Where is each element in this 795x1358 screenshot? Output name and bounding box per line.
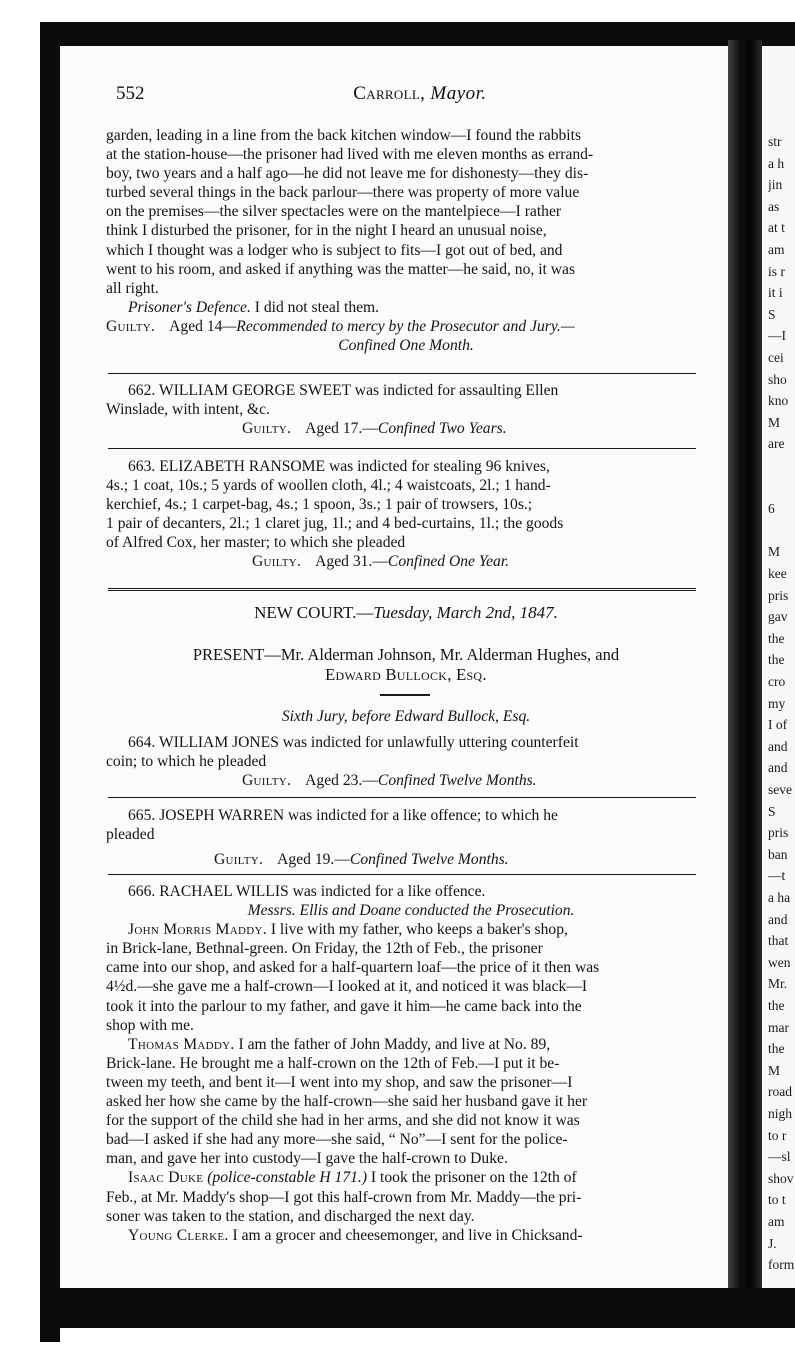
right-page-fragment: am xyxy=(768,242,785,257)
verdict-line xyxy=(106,419,706,438)
right-page-fragment: the xyxy=(768,998,785,1013)
text-line: Winslade, with intent, &c. xyxy=(106,401,270,419)
text-line: 1 pair of decanters, 2l.; 1 claret jug, 1l.; and 4 bed-curtains, 1l.; the goods xyxy=(106,515,564,533)
case-665 xyxy=(106,806,706,869)
case-heading: 666. RACHAEL WILLIS was indicted for a like offence. xyxy=(128,883,486,900)
verdict-guilty: Guilty. xyxy=(242,420,292,438)
right-page-fragment: is r xyxy=(768,263,785,279)
right-page-fragment: to t xyxy=(768,1192,786,1208)
verdict-age: Aged 17.— xyxy=(305,420,378,438)
right-page-fragment: M xyxy=(768,544,781,560)
right-page-fragment: shov xyxy=(768,1170,794,1186)
text-line: tween my teeth, and bent it—I went into my shop, and saw the prisoner—I xyxy=(106,1073,573,1091)
case-heading: 665. JOSEPH WARREN was indicted for a like offence; to which he xyxy=(128,807,558,824)
right-page-fragment: —sl xyxy=(768,1149,791,1165)
section-rule xyxy=(108,797,696,798)
court-heading xyxy=(106,603,706,622)
right-page-fragment: the xyxy=(768,630,785,646)
verdict-guilty: Guilty. xyxy=(214,851,264,869)
witness-name: Isaac Duke xyxy=(128,1169,204,1187)
verdict-line xyxy=(106,317,706,336)
witness-name: Thomas Maddy. xyxy=(128,1035,235,1053)
right-page-fragment: a ha xyxy=(768,890,791,905)
text-line: of Alfred Cox, her master; to which she pleaded xyxy=(106,534,406,552)
text-line: on the premises—the silver spectacles were on the mantelpiece—I rather xyxy=(106,203,562,221)
text-line: I am a grocer and cheesemonger, and live in Chicksand- xyxy=(232,1226,583,1244)
right-page-fragment: are xyxy=(768,436,785,452)
right-page-fragment: J. xyxy=(768,1235,777,1251)
right-page-fragment: kno xyxy=(768,393,789,409)
scan-border-left xyxy=(40,22,60,1342)
right-page-fragment: 6 xyxy=(768,501,775,517)
right-page-fragment: form xyxy=(768,1257,795,1273)
right-page-fragment: gav xyxy=(768,609,788,625)
right-page-fragment: to r xyxy=(768,1127,787,1143)
witness-testimony xyxy=(106,1168,706,1187)
case-heading: 662. WILLIAM GEORGE SWEET was indicted for assaulting Ellen xyxy=(128,382,559,399)
court-divider xyxy=(108,588,696,594)
text-line: went to his room, and asked if anything was the matter—he said, no, it was xyxy=(106,260,576,278)
text-line: bad—I asked if she had any more—she said, “ No”—I sent for the police- xyxy=(106,1131,568,1149)
right-page-fragment: I of xyxy=(768,717,788,733)
right-page-fragment: and xyxy=(768,760,788,776)
right-page-fragment: it i xyxy=(768,285,783,301)
text-line: I am the father of John Maddy, and live at No. 89, xyxy=(238,1035,551,1053)
text-line: turbed several things in the back parlour—there was property of more value xyxy=(106,184,580,202)
short-rule xyxy=(380,694,430,696)
witness-testimony xyxy=(106,920,706,939)
witness-name: Young Clerke. xyxy=(128,1226,229,1244)
right-page-fragment: at t xyxy=(768,220,785,236)
right-page-fragment: a h xyxy=(768,155,785,171)
section-rule xyxy=(108,448,696,449)
defence-label: Prisoner's Defence. xyxy=(128,298,251,316)
verdict-sentence: Confined Twelve Months. xyxy=(377,772,537,790)
right-page-fragment: pris xyxy=(768,587,789,603)
court-title: NEW COURT.— xyxy=(254,603,374,622)
page-number: 552 xyxy=(116,83,145,104)
right-page-fragment: M xyxy=(768,1062,781,1078)
jury-line: Sixth Jury, before Edward Bullock, Esq. xyxy=(281,708,531,725)
running-title-office: Mayor. xyxy=(430,83,487,104)
text-line: which I thought was a lodger who is subject to fits—I got out of bed, and xyxy=(106,241,563,259)
testimony-continued xyxy=(106,126,706,355)
text-line: kerchief, 4s.; 1 carpet-bag, 4s.; 1 spoon, 3s.; 1 pair of trowsers, 10s.; xyxy=(106,496,533,514)
right-page-fragment: sho xyxy=(768,371,787,387)
running-title-name: Carroll, xyxy=(353,83,426,104)
right-page-fragment: cei xyxy=(768,350,784,365)
right-page-fragment: M xyxy=(768,414,781,430)
right-page-fragment: S xyxy=(768,803,776,819)
text-line: took it into the parlour to my father, and gave it him—he came back into the xyxy=(106,997,582,1015)
text-line: for the support of the child she had in her arms, and she did not know it was xyxy=(106,1112,580,1130)
right-page-fragment: str xyxy=(768,134,782,149)
case-663 xyxy=(106,457,706,572)
witness-name: John Morris Maddy. xyxy=(128,921,267,939)
court-date: Tuesday, March 2nd, 1847. xyxy=(373,603,558,622)
right-page-fragment: mar xyxy=(768,1019,789,1035)
text-line: pleaded xyxy=(106,826,155,844)
present-block xyxy=(106,645,706,685)
verdict-guilty: Guilty. xyxy=(242,772,292,790)
case-664 xyxy=(106,733,706,790)
counsel-line: Messrs. Ellis and Doane conducted the Prosecution. xyxy=(247,902,575,920)
verdict-line xyxy=(106,552,706,571)
verdict-line xyxy=(106,850,706,869)
verdict-age: Aged 23.— xyxy=(305,772,378,790)
right-page-fragment: pris xyxy=(768,825,789,841)
text-line: soner was taken to the station, and discharged the next day. xyxy=(106,1207,475,1225)
right-page-fragment: —t xyxy=(768,868,786,884)
case-heading: 663. ELIZABETH RANSOME was indicted for stealing 96 knives, xyxy=(128,458,550,475)
text-line: coin; to which he pleaded xyxy=(106,753,267,771)
right-page-fragment: my xyxy=(768,695,786,711)
text-line: all right. xyxy=(106,279,159,297)
text-line: shop with me. xyxy=(106,1016,194,1034)
text-line: boy, two years and a half ago—he did not leave me for dishonesty—they dis- xyxy=(106,165,589,183)
right-page-fragment: wen xyxy=(768,954,791,970)
verdict-age: Aged 31.— xyxy=(315,553,388,571)
text-line: Feb., at Mr. Maddy's shop—I got this half-crown from Mr. Maddy—the pri- xyxy=(106,1188,582,1206)
prisoner-defence xyxy=(106,298,706,317)
section-rule xyxy=(108,373,696,374)
text-line: at the station-house—the prisoner had lived with me eleven months as errand- xyxy=(106,146,594,164)
verdict-age: Aged 19.— xyxy=(277,851,350,869)
right-page-fragment: Mr. xyxy=(768,976,788,992)
text-line: garden, leading in a line from the back kitchen window—I found the rabbits xyxy=(106,127,582,144)
present-line: Edward Bullock, Esq. xyxy=(325,665,487,684)
scan-border-bottom xyxy=(40,1288,795,1328)
case-heading: 664. WILLIAM JONES was indicted for unlawfully uttering counterfeit xyxy=(128,734,579,751)
right-page-fragment: as xyxy=(768,198,780,214)
text-line: I live with my father, who keeps a baker's shop, xyxy=(270,921,568,939)
right-page-fragment: that xyxy=(768,933,789,949)
verdict-sentence: Confined One Year. xyxy=(387,553,510,571)
witness-testimony xyxy=(106,1035,706,1054)
verdict-sentence: Confined Two Years. xyxy=(377,420,507,438)
text-line: Brick-lane. He brought me a half-crown on the 12th of Feb.—I put it be- xyxy=(106,1054,560,1072)
right-page-fragment: kee xyxy=(768,566,787,581)
right-page-fragment: the xyxy=(768,652,785,668)
right-page-fragment: the xyxy=(768,1041,785,1057)
verdict-guilty: Guilty. xyxy=(106,317,156,335)
text-line: in Brick-lane, Bethnal-green. On Friday, the 12th of Feb., the prisoner xyxy=(106,940,543,958)
text-line: asked her how she came by the half-crown—she said her husband gave it her xyxy=(106,1093,588,1111)
right-page-fragment: —I xyxy=(768,328,786,344)
text-line: came into our shop, and asked for a half-quartern loaf—the price of it then was xyxy=(106,959,600,977)
verdict-line xyxy=(106,771,706,790)
verdict-age: Aged 14 xyxy=(169,317,223,335)
verdict-guilty: Guilty. xyxy=(252,553,302,571)
witness-role: (police-constable H 171.) xyxy=(207,1169,368,1187)
right-page-fragment: road xyxy=(768,1084,792,1100)
right-page-fragment: am xyxy=(768,1214,785,1229)
text-line: think I disturbed the prisoner, for in the night I heard an unusual noise, xyxy=(106,222,547,240)
case-666 xyxy=(106,882,706,1245)
right-page-fragment: and xyxy=(768,738,788,754)
verdict-confined: Confined One Month. xyxy=(338,337,474,355)
witness-testimony xyxy=(106,1226,706,1245)
right-page-fragment: cro xyxy=(768,674,786,689)
right-page-fragment: S xyxy=(768,306,776,322)
verdict-sentence: —Recommended to mercy by the Prosecutor and Jury.— xyxy=(222,317,575,335)
running-title xyxy=(300,83,540,105)
verdict-sentence: Confined Twelve Months. xyxy=(349,851,509,869)
defence-text: I did not steal them. xyxy=(254,298,380,316)
case-662 xyxy=(106,381,706,438)
present-line: PRESENT—Mr. Alderman Johnson, Mr. Alderman Hughes, and xyxy=(192,645,620,664)
text-line: I took the prisoner on the 12th of xyxy=(370,1169,577,1187)
text-line: man, and gave her into custody—I gave the half-crown to Duke. xyxy=(106,1150,508,1168)
section-rule xyxy=(108,874,696,875)
text-line: 4s.; 1 coat, 10s.; 5 yards of woollen cloth, 4l.; 4 waistcoats, 2l.; 1 hand- xyxy=(106,477,551,495)
right-page-fragment: jin xyxy=(768,177,783,193)
scan-border-top xyxy=(40,22,795,46)
book-gutter xyxy=(728,40,762,1295)
right-page-fragment: nigh xyxy=(768,1106,793,1121)
right-page-fragment: and xyxy=(768,911,788,927)
right-page-fragment: seve xyxy=(768,782,792,797)
right-page-fragment: ban xyxy=(768,846,788,862)
text-line: 4½d.—she gave me a half-crown—I looked at it, and noticed it was black—I xyxy=(106,978,588,996)
